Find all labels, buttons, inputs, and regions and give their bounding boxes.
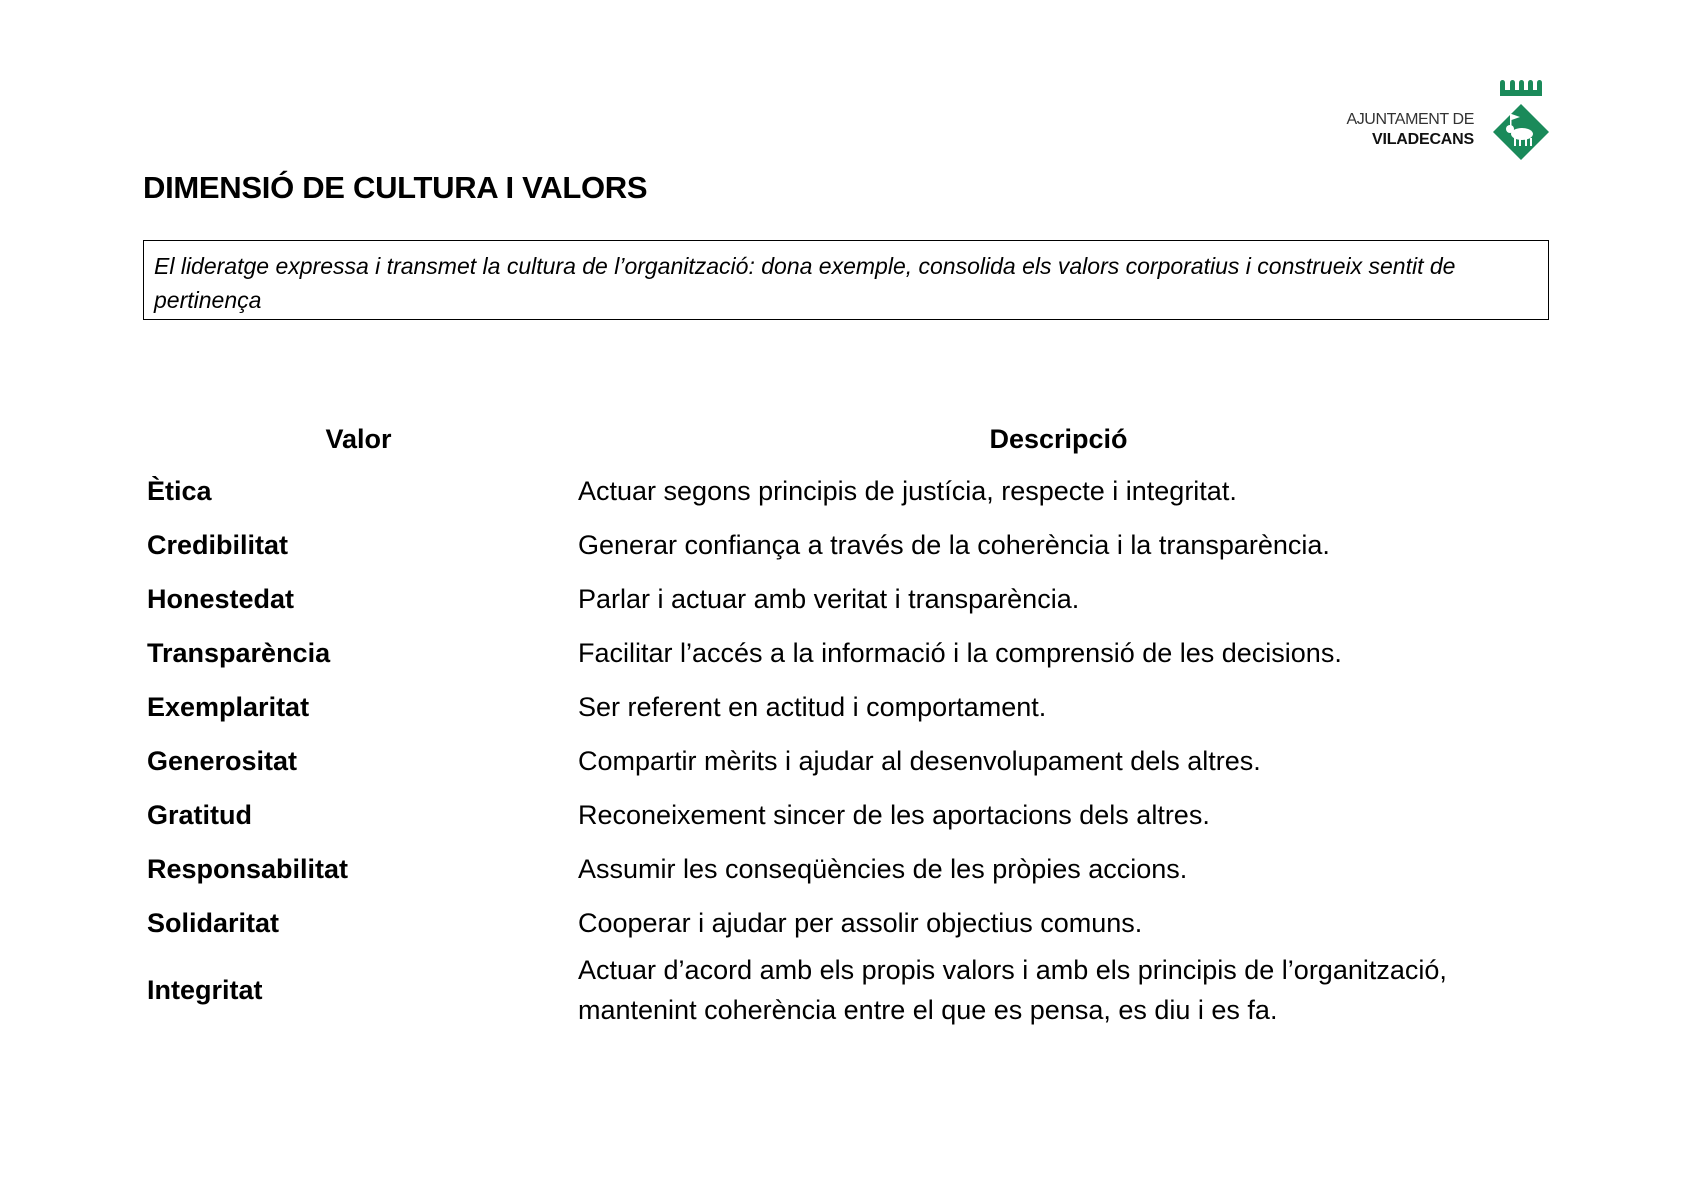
table-row — [143, 896, 1543, 950]
value-name: Credibilitat — [147, 530, 289, 560]
intro-statement: El lideratge expressa i transmet la cultura de l’organització: dona exemple, consolida els valors corporatius i construeix sentit de pertinença — [143, 240, 1549, 320]
value-description: Actuar segons principis de justícia, respecte i integritat. — [578, 476, 1237, 506]
page-title: DIMENSIÓ DE CULTURA I VALORS — [143, 170, 648, 205]
table-row — [143, 572, 1543, 626]
table-row — [143, 518, 1543, 572]
value-name: Responsabilitat — [147, 854, 349, 884]
value-name: Solidaritat — [147, 908, 280, 938]
logo-org-line1: AJUNTAMENT DE — [1346, 111, 1474, 128]
value-description: Actuar d’acord amb els propis valors i amb els principis de l’organització, mantenint coherència entre el que es pensa, es diu i es fa. — [578, 955, 1447, 1025]
table-header-row — [143, 414, 1543, 464]
header-descripcio: Descripció — [989, 423, 1128, 454]
value-name: Transparència — [147, 638, 331, 668]
logo-org-line2: VILADECANS — [1371, 131, 1474, 148]
value-name: Gratitud — [147, 800, 252, 830]
logo-text — [1338, 110, 1474, 150]
table-row — [143, 734, 1543, 788]
value-name: Generositat — [147, 746, 298, 776]
value-description: Generar confiança a través de la coherència i la transparència. — [578, 530, 1330, 560]
value-description: Facilitar l’accés a la informació i la comprensió de les decisions. — [578, 638, 1342, 668]
table-row — [143, 842, 1543, 896]
table-row — [143, 626, 1543, 680]
value-name: Ètica — [147, 476, 212, 506]
value-name: Honestedat — [147, 584, 295, 614]
table-row — [143, 950, 1543, 1030]
table-row — [143, 680, 1543, 734]
value-description: Compartir mèrits i ajudar al desenvolupament dels altres. — [578, 746, 1261, 776]
table-row — [143, 464, 1543, 518]
table-row — [143, 788, 1543, 842]
value-description: Assumir les conseqüències de les pròpies accions. — [578, 854, 1188, 884]
coat-of-arms-icon — [1488, 80, 1554, 164]
value-name: Integritat — [147, 975, 263, 1005]
value-description: Ser referent en actitud i comportament. — [578, 692, 1047, 722]
value-description: Reconeixement sincer de les aportacions dels altres. — [578, 800, 1210, 830]
header-valor: Valor — [325, 423, 392, 454]
value-name: Exemplaritat — [147, 692, 310, 722]
values-table — [143, 414, 1543, 1030]
municipal-logo — [1338, 80, 1556, 164]
value-description: Parlar i actuar amb veritat i transparència. — [578, 584, 1080, 614]
value-description: Cooperar i ajudar per assolir objectius comuns. — [578, 908, 1143, 938]
